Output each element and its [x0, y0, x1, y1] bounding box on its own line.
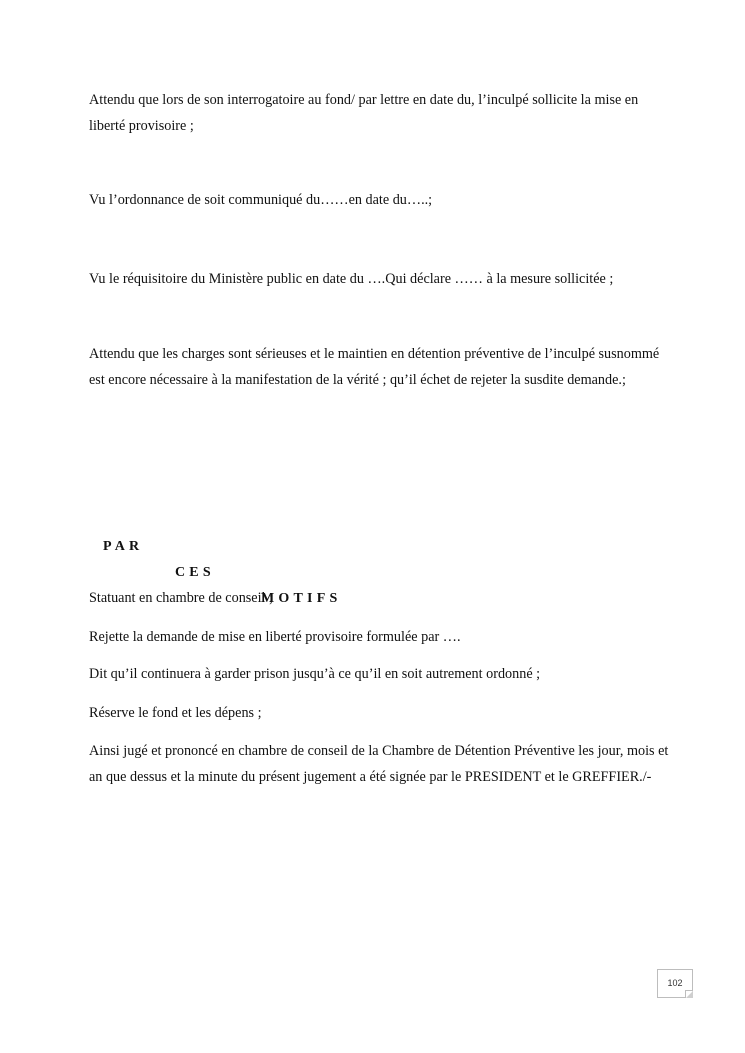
paragraph-ordonnance: Vu l’ordonnance de soit communiqué du……en date du…..;: [89, 192, 433, 208]
decision-ainsi-juge: Ainsi jugé et prononcé en chambre de conseil de la Chambre de Détention Préventive les jour, mois et an que dessus et la minute du présent jugement a été signée par le PRESIDENT et le GREFFIER./-: [89, 743, 669, 785]
page-number: 102: [667, 978, 683, 988]
paragraph-requisitoire: Vu le réquisitoire du Ministère public en date du ….Qui déclare …… à la mesure sollicitée ;: [89, 271, 614, 287]
decision-dit: Dit qu’il continuera à garder prison jusqu’à ce qu’il en soit autrement ordonné ;: [89, 666, 541, 682]
heading-word-motifs: MOTIFS: [261, 591, 342, 606]
page-curl-icon: [685, 990, 693, 998]
decision-reserve: Réserve le fond et les dépens ;: [89, 705, 262, 721]
page-number-box: [657, 969, 693, 998]
heading-word-ces: CES: [175, 565, 215, 580]
paragraph-charges: Attendu que les charges sont sérieuses et le maintien en détention préventive de l’inculpé susnommé est encore nécessaire à la manifestation de la vérité ; qu’il échet de rejeter la susdite demande.;: [89, 346, 660, 388]
decision-statuant: Statuant en chambre de conseil ;: [89, 590, 273, 606]
paragraph-interrogatoire: Attendu que lors de son interrogatoire au fond/ par lettre en date du, l’inculpé sollicite la mise en liberté provisoire ;: [89, 92, 639, 134]
heading-word-par: PAR: [103, 539, 144, 554]
decision-rejette: Rejette la demande de mise en liberté provisoire formulée par ….: [89, 629, 461, 645]
